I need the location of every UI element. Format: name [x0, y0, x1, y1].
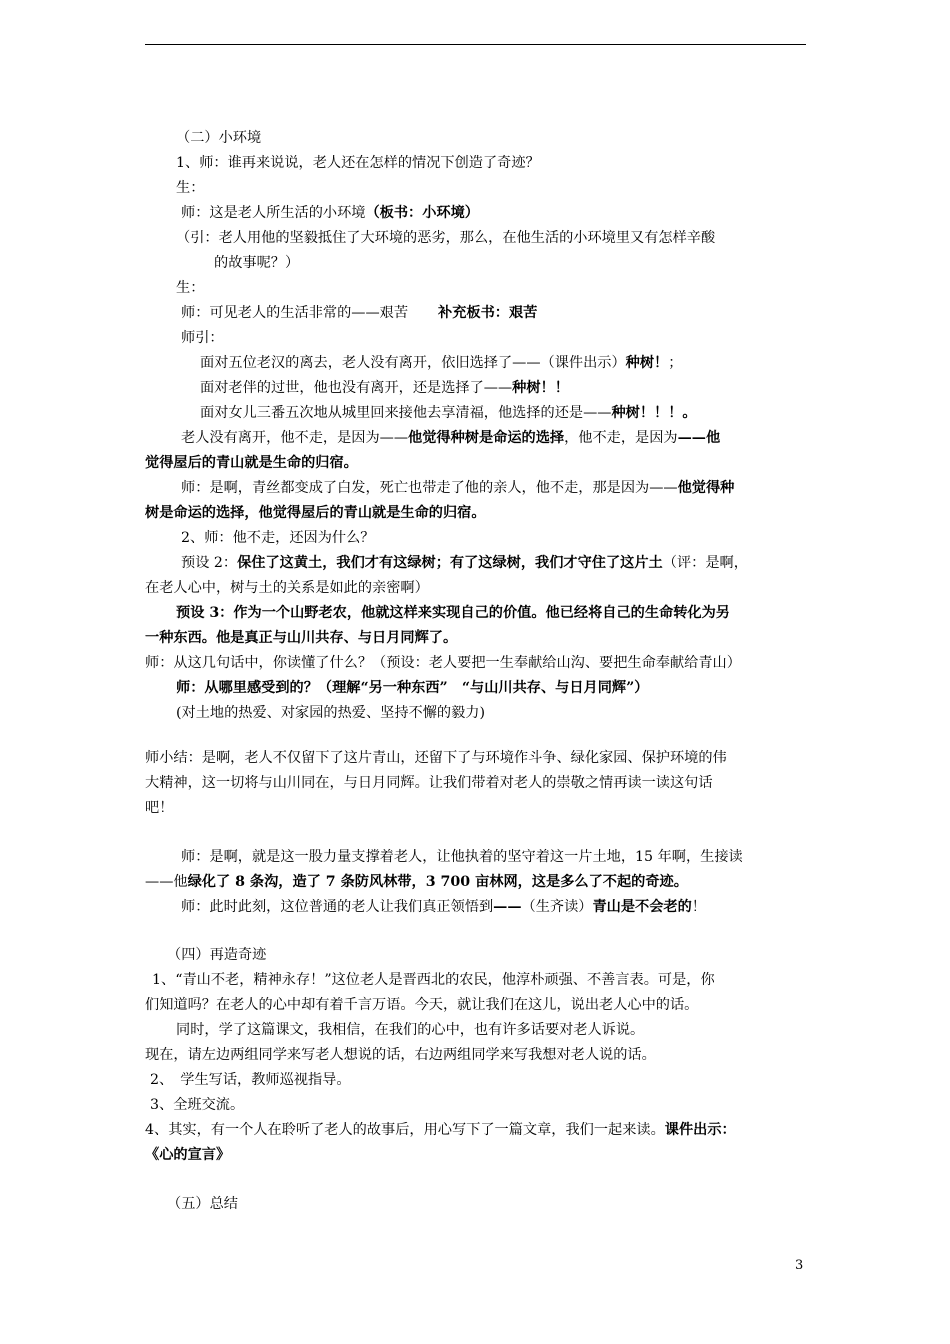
text-line: 吧！ [145, 800, 174, 816]
text-line: 师小结：是啊，老人不仅留下了这片青山，还留下了与环境作斗争、绿化家园、保护环境的伟 [145, 750, 727, 766]
section-heading-5: （五）总结 [167, 1196, 238, 1212]
text-line: (对土地的热爱、对家园的热爱、坚持不懈的毅力) [176, 705, 486, 721]
text-line: 3、全班交流。 [150, 1097, 245, 1113]
text-line: 师：这是老人所生活的小环境（板书：小环境） [181, 205, 479, 221]
text-line: 觉得屋后的青山就是生命的归宿。 [145, 455, 358, 471]
text-line: 1、师：谁再来说说，老人还在怎样的情况下创造了奇迹？ [176, 155, 540, 171]
text-line: 面对五位老汉的离去，老人没有离开，依旧选择了——（课件出示）种树！； [200, 355, 683, 371]
text-line: 的故事呢？） [214, 255, 300, 271]
header-rule [145, 44, 806, 45]
page-number: 3 [795, 1258, 804, 1273]
text-line: 们知道吗？在老人的心中却有着千言万语。今天，就让我们在这儿，说出老人心中的话。 [145, 997, 699, 1013]
text-line: 2、 学生写话，教师巡视指导。 [150, 1072, 351, 1088]
text-line: 预设 3：作为一个山野老农，他就这样来实现自己的价值。他已经将自己的生命转化为另 [176, 605, 730, 621]
text-line: 1、“青山不老，精神永存！”这位老人是晋西北的农民，他淳朴顽强、不善言表。可是，你 [152, 972, 715, 988]
text-line: 师：可见老人的生活非常的——艰苦 补充板书：艰苦 [181, 305, 538, 321]
section-heading-2: （二）小环境 [176, 130, 262, 146]
text-line: 师：从这几句话中，你读懂了什么？（预设：老人要把一生奉献给山沟、要把生命奉献给青山） [145, 655, 741, 671]
text-line: 师引： [181, 330, 224, 346]
text-line: 2、师：他不走，还因为什么？ [181, 530, 375, 546]
text-line: 预设 2：保住了这黄土，我们才有这绿树；有了这绿树，我们才守住了这片土（评：是啊， [181, 555, 748, 571]
text-line: 在老人心中，树与土的关系是如此的亲密啊） [145, 580, 429, 596]
text-line: 师：从哪里感受到的？（理解“另一种东西” “与山川共存、与日月同辉”） [176, 680, 649, 696]
section-heading-4: （四）再造奇迹 [167, 947, 267, 963]
text-line: 《心的宣言》 [145, 1147, 231, 1163]
text-line: 师：此时此刻，这位普通的老人让我们真正领悟到——（生齐读）青山是不会老的！ [181, 899, 706, 915]
text-line: 现在，请左边两组同学来写老人想说的话，右边两组同学来写我想对老人说的话。 [145, 1047, 656, 1063]
text-line: 老人没有离开，他不走，是因为——他觉得种树是命运的选择，他不走，是因为——他 [181, 430, 721, 446]
text-line: 师：是啊，就是这一股力量支撑着老人，让他执着的坚守着这一片土地，15 年啊，生接读 [181, 849, 743, 865]
text-line: 生： [176, 180, 205, 196]
text-line: 面对女儿三番五次地从城里回来接他去享清福，他选择的还是——种树！！！。 [200, 405, 697, 421]
text-line: 生： [176, 280, 205, 296]
text-line: 一种东西。他是真正与山川共存、与日月同辉了。 [145, 630, 458, 646]
text-line: 师：是啊，青丝都变成了白发，死亡也带走了他的亲人，他不走，那是因为——他觉得种 [181, 480, 735, 496]
text-line: 同时，学了这篇课文，我相信，在我们的心中，也有许多话要对老人诉说。 [176, 1022, 645, 1038]
text-line: 树是命运的选择，他觉得屋后的青山就是生命的归宿。 [145, 505, 486, 521]
text-line: 大精神，这一切将与山川同在，与日月同辉。让我们带着对老人的崇敬之情再读一读这句话 [145, 775, 713, 791]
text-line: ——他绿化了 8 条沟，造了 7 条防风林带，3 700 亩林网，这是多么了不起的奇迹。 [145, 874, 688, 890]
text-line: （引：老人用他的坚毅抵住了大环境的恶劣，那么，在他生活的小环境里又有怎样辛酸 [176, 230, 716, 246]
text-line: 面对老伴的过世，他也没有离开，还是选择了——种树！！ [200, 380, 569, 396]
text-line: 4、其实，有一个人在聆听了老人的故事后，用心写下了一篇文章，我们一起来读。课件出示： [145, 1122, 736, 1138]
